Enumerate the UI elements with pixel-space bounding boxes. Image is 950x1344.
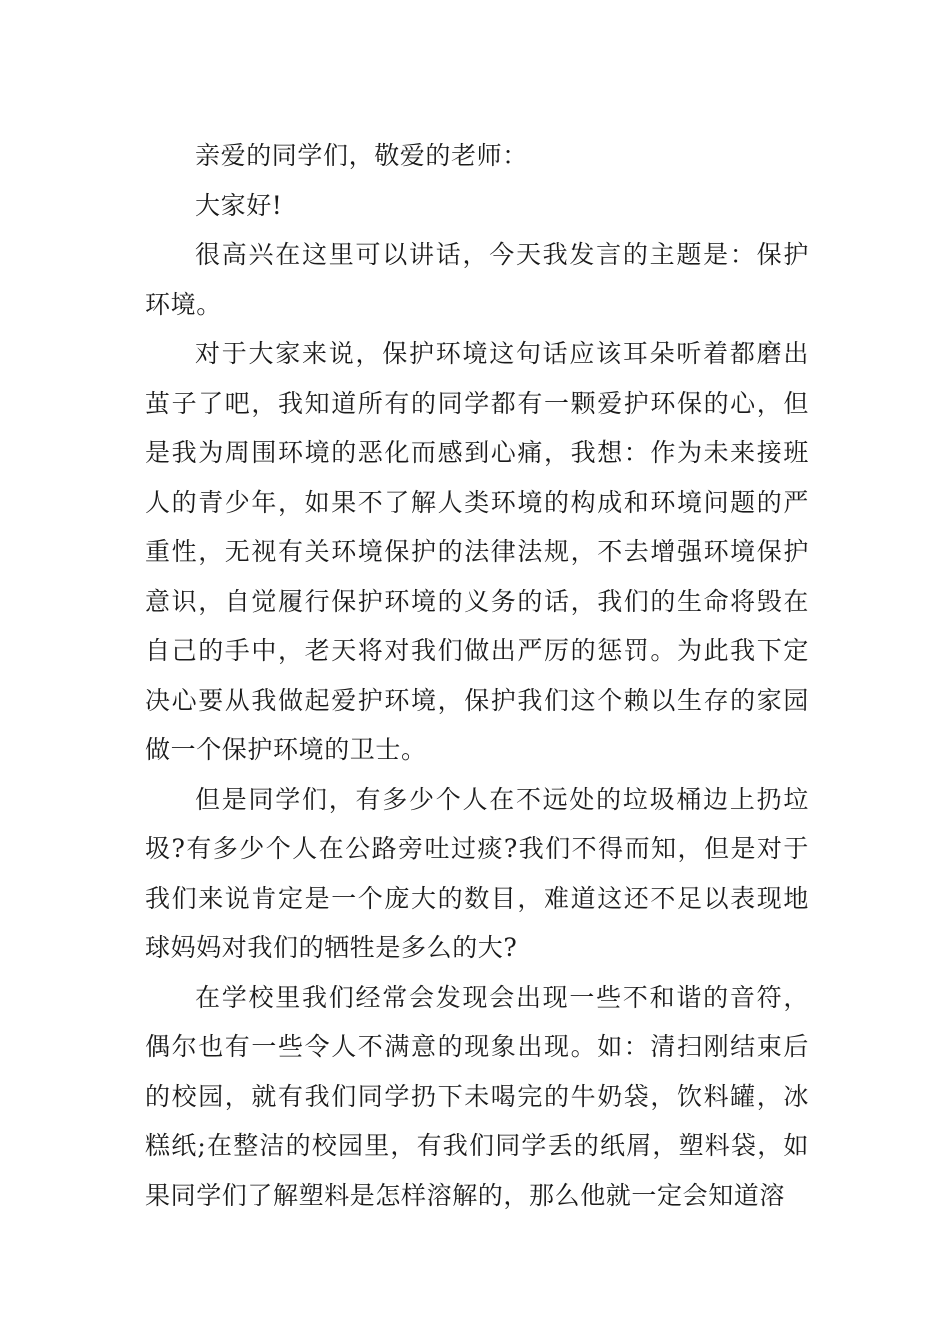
- greeting-paragraph: 亲爱的同学们，敬爱的老师：: [195, 141, 528, 170]
- body-paragraph: 在学校里我们经常会发现会出现一些不和谐的音符，偶尔也有一些令人不满意的现象出现。如：清扫刚结束后的校园，就有我们同学扔下未喝完的牛奶袋，饮料罐，冰糕纸;在整洁的校园里，有我们同学丢的纸屑，塑料袋，如果同学们了解塑料是怎样溶解的，那么他就一定会知道溶: [145, 982, 809, 1210]
- topic-paragraph: 很高兴在这里可以讲话，今天我发言的主题是：保护环境。: [145, 240, 809, 319]
- salutation-paragraph: 大家好!: [195, 190, 283, 220]
- body-paragraph: 对于大家来说，保护环境这句话应该耳朵听着都磨出茧子了吧，我知道所有的同学都有一颗爱护环保的心，但是我为周围环境的恶化而感到心痛，我想：作为未来接班人的青少年，如果不了解人类环境的构成和环境问题的严重性，无视有关环境保护的法律法规，不去增强环境保护意识，自觉履行保护环境的义务的话，我们的生命将毁在自己的手中，老天将对我们做出严厉的惩罚。为此我下定决心要从我做起爱护环境，保护我们这个赖以生存的家园做一个保护环境的卫士。: [145, 339, 809, 764]
- body-paragraph: 但是同学们，有多少个人在不远处的垃圾桶边上扔垃圾?有多少个人在公路旁吐过痰?我们不得而知，但是对于我们来说肯定是一个庞大的数目，难道这还不足以表现地球妈妈对我们的牺牲是多么的大?: [145, 784, 809, 962]
- document-body: [145, 131, 809, 1220]
